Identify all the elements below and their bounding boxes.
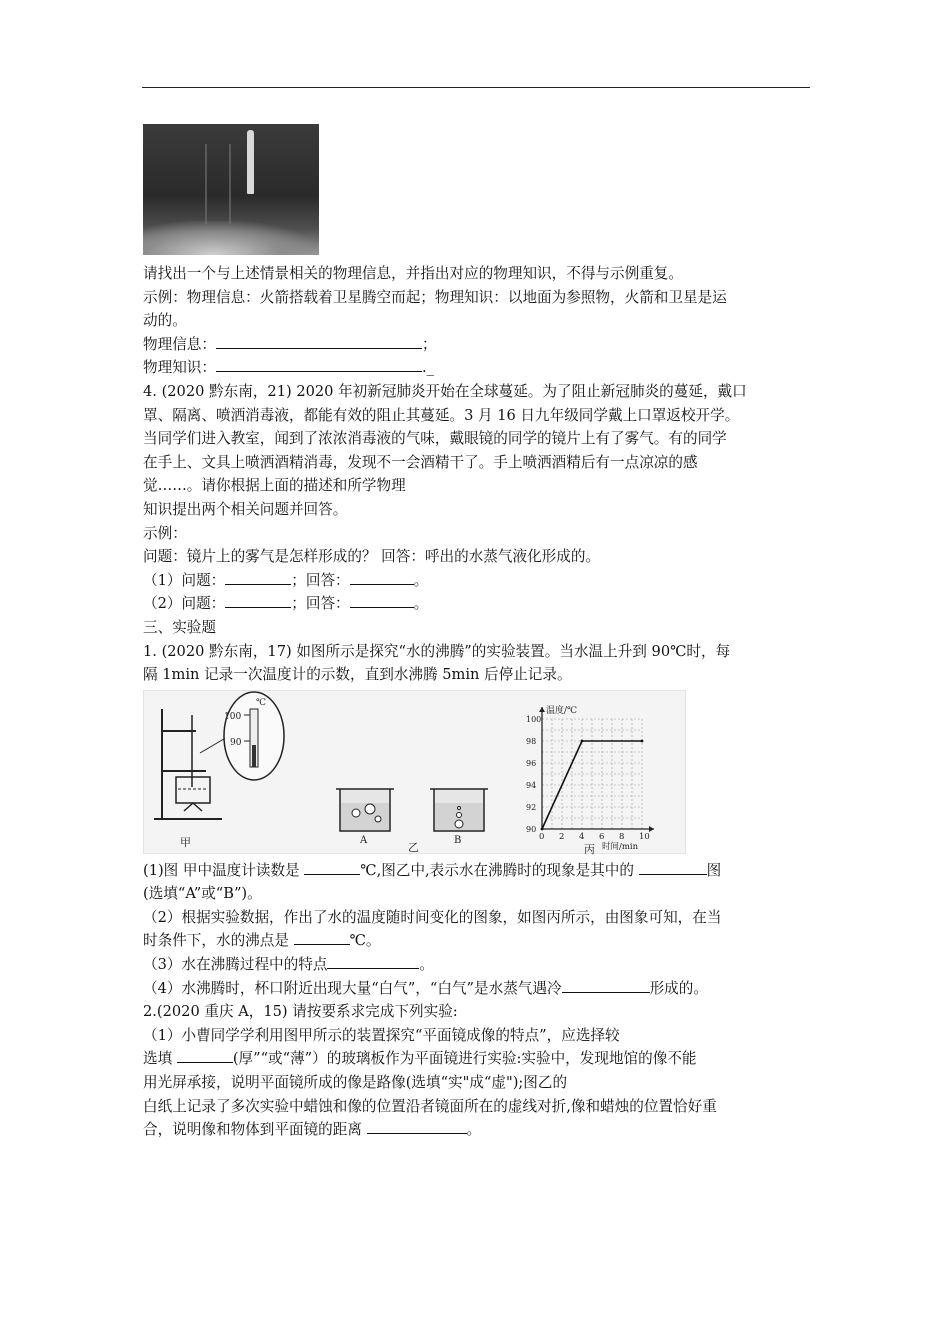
item1-end: 。 [413, 571, 429, 589]
sub2-text-b: ℃。 [349, 932, 381, 950]
exp2-line6-text-b: 。 [466, 1121, 482, 1139]
sub1-text-a: (1)图 甲中温度计读数是 [143, 861, 305, 879]
exp2-line-1: 2.(2020 重庆 A，15) 请按要系求完成下列实验: [143, 1003, 458, 1021]
thermometer-unit: ℃ [256, 697, 267, 708]
apparatus-jia [154, 709, 234, 819]
q4-example-label: 示例： [143, 524, 187, 542]
rocket-launch-photo [143, 124, 319, 255]
label-a: A [360, 834, 368, 846]
sub1-blank-2[interactable] [639, 859, 707, 875]
sub2-blank[interactable] [294, 929, 350, 945]
x-axis-title: 时间/min [602, 841, 639, 852]
label-b: B [454, 834, 462, 846]
thermometer-90: 90 [230, 737, 242, 748]
x-tick-label: 10 [639, 831, 650, 842]
knowledge-blank[interactable] [216, 356, 422, 372]
knowledge-end: ._ [421, 359, 434, 377]
document-body [143, 262, 811, 1142]
sub3-blank[interactable] [327, 953, 419, 969]
exp2-line-3 [143, 1047, 811, 1071]
temperature-data-point [641, 739, 644, 742]
x-tick-label: 4 [579, 831, 585, 842]
item1-question-blank[interactable] [225, 569, 291, 585]
figure-svg [144, 691, 687, 855]
exp1-sub1-line2: (选填“A”或“B”)。 [143, 885, 262, 903]
sub1-blank-1[interactable] [304, 859, 360, 875]
temperature-data-point [581, 739, 584, 742]
sub4-text-b: 形成的。 [649, 979, 708, 997]
knowledge-answer-line [143, 356, 811, 380]
sub3-text-b: 。 [419, 956, 435, 974]
exp1-sub4 [143, 977, 811, 1001]
exp2-line-5: 白纸上记录了多次实验中蜡蚀和像的位置沿者镜面所在的虚线对折,像和蜡烛的位置恰好重 [143, 1097, 717, 1115]
y-axis-arrow [539, 707, 545, 712]
item1-question-label: （1）问题： [143, 571, 226, 589]
item2-end: 。 [413, 595, 429, 613]
exp2-line-6 [143, 1118, 811, 1142]
y-tick-label: 100 [526, 714, 542, 724]
exp2-line-4: 用光屏承接，说明平面镜所成的像是路像(选填“实"成“虚");图乙的 [143, 1074, 568, 1092]
exp1-sub2-line2 [143, 929, 811, 953]
q4-line-6: 知识提出两个相关问题并回答。 [143, 500, 348, 518]
y-tick-label: 96 [526, 758, 537, 768]
launch-tower [205, 144, 231, 224]
q4-line-5: 觉……。请你根据上面的描述和所学物理 [143, 477, 406, 495]
x-tick-label: 2 [559, 831, 565, 842]
item2-question-label: （2）问题： [143, 595, 226, 613]
intro-line-1: 请找出一个与上述情景相关的物理信息，并指出对应的物理知识，不得与示例重复。 [143, 265, 683, 282]
y-tick-label: 90 [526, 824, 537, 834]
sub4-blank[interactable] [562, 977, 650, 993]
item1-answer-label: ；回答： [291, 571, 350, 589]
label-yi: 乙 [408, 840, 419, 854]
exp2-thickness-blank[interactable] [177, 1047, 233, 1063]
exp1-sub1 [143, 859, 811, 883]
y-tick-label: 98 [526, 736, 537, 746]
q4-item-1 [143, 569, 811, 593]
intro-line-2: 示例：物理信息：火箭搭载着卫星腾空而起；物理知识：以地面为参照物，火箭和卫星是运 [143, 288, 727, 306]
x-tick-label: 8 [619, 831, 625, 842]
temperature-time-chart [526, 704, 654, 852]
exp1-line-1: 1. (2020 黔东南，17) 如图所示是探究“水的沸腾”的实验装置。当水温上升到 90℃时，每 [143, 642, 731, 660]
q4-line-1: 4. (2020 黔东南，21) 2020 年初新冠肺炎开始在全球蔓延。为了阻止新冠肺炎的蔓延，戴口 [143, 382, 747, 400]
info-answer-line [143, 333, 811, 357]
exp2-line3-text-b: (厚”“或“薄”）的玻璃板作为平面镜进行实验:实验中，发现地馆的像不能 [232, 1050, 697, 1068]
label-jia: 甲 [180, 835, 191, 849]
info-blank[interactable] [216, 333, 422, 349]
item1-answer-blank[interactable] [350, 569, 414, 585]
exp1-line-2: 隔 1min 记录一次温度计的示数，直到水沸腾 5min 后停止记录。 [143, 666, 572, 684]
q4-example: 问题：镜片上的雾气是怎样形成的？ 回答：呼出的水蒸气液化形成的。 [143, 548, 601, 566]
q4-line-2: 罩、隔离、喷洒消毒液，都能有效的阻止其蔓延。3 月 16 日九年级同学戴上口罩返校开学。 [143, 406, 740, 424]
knowledge-label: 物理知识： [143, 359, 216, 377]
q4-line-4: 在手上、文具上喷洒酒精消毒，发现不一会酒精干了。手上喷洒酒精后有一点凉凉的感 [143, 453, 698, 471]
item2-answer-blank[interactable] [350, 592, 414, 608]
info-label: 物理信息： [143, 335, 216, 353]
q4-line-3: 当同学们进入教室，闻到了浓浓消毒液的气味，戴眼镜的同学的镜片上有了雾气。有的同学 [143, 430, 727, 448]
item2-answer-label: ；回答： [291, 595, 350, 613]
q4-item-2 [143, 592, 811, 616]
exp2-line6-text-a: 合，说明像和物体到平面镜的距离 [143, 1121, 367, 1139]
rocket-shape [247, 130, 254, 194]
header-rule [142, 87, 810, 88]
exp2-distance-blank[interactable] [367, 1118, 467, 1134]
beaker-a [336, 789, 394, 846]
sub2-text-a: 时条件下，水的沸点是 [143, 932, 294, 950]
exp1-sub3 [143, 953, 811, 977]
section-heading: 三、实验题 [143, 618, 216, 636]
launch-smoke [143, 221, 319, 255]
exp1-sub2-line1: （2）根据实验数据，作出了水的温度随时间变化的图象，如图丙所示，由图象可知，在当 [143, 908, 722, 926]
x-tick-label: 0 [539, 831, 545, 842]
exp2-line-2: （1）小曹同学学利用图甲所示的装置探究“平面镜成像的特点”，应选择较 [143, 1026, 620, 1044]
beaker-b [430, 789, 488, 846]
thermometer-bubble [224, 692, 284, 780]
thermometer-100: 100 [224, 711, 242, 722]
x-tick-label: 6 [599, 831, 605, 842]
y-tick-label: 92 [526, 802, 537, 812]
boiling-experiment-figure [143, 690, 686, 854]
sub4-text-a: （4）水沸腾时，杯口附近出现大量“白气”，“白气”是水蒸气遇冷 [143, 979, 562, 997]
sub3-text-a: （3）水在沸腾过程中的特点 [143, 956, 328, 974]
temperature-data-point [541, 827, 544, 830]
exp2-line3-text-a: 选填 [143, 1050, 177, 1068]
item2-question-blank[interactable] [225, 592, 291, 608]
info-end: ； [421, 335, 437, 353]
sub1-text-c: 图 [706, 861, 722, 879]
label-bing: 丙 [584, 842, 595, 855]
sub1-text-b: ℃,图乙中,表示水在沸腾时的现象是其中的 [360, 861, 639, 879]
y-tick-label: 94 [526, 780, 537, 790]
intro-line-3: 动的。 [143, 312, 187, 330]
y-axis-title: 温度/℃ [546, 705, 578, 716]
